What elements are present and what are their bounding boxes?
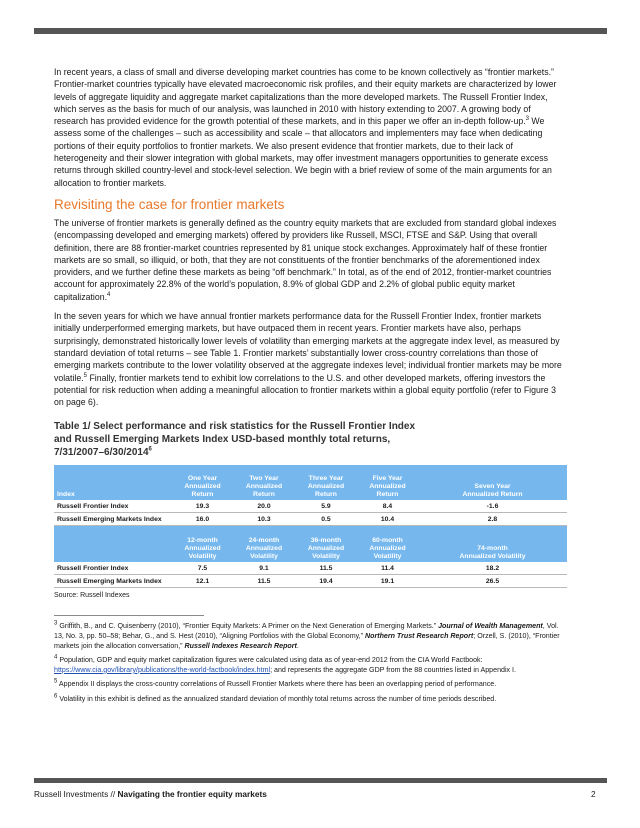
page-number: 2 <box>591 789 596 799</box>
header-two-year: Two Year Annualized Return <box>233 465 295 500</box>
intro-paragraph: In recent years, a class of small and diverse developing market countries has come to be known collectively as “frontier markets.” Frontier-market countries typically have elevated macroeconomic risk profiles, and their equity markets are characterized by lower levels of aggregate liquidity and aggregate market capitalizations than the more developed markets. The Russell Frontier Index, which serves as the basis for much of our analysis, was launched in 2010 with history extending to 2007. A growing body of research has provided evidence for the growth potential of these markets, and in this paper we offer an in-depth follow-up.$^3$ We assess some of the challenges – such as accessibility and scale – that allocators and implementers may face when dedicating portions of their equity portfolios to frontier markets. We also present evidence that frontier markets, due to their lack of heterogeneity and their slower integration with global markets, may offer investment managers opportunities to generate excess returns through skilled country-level and stock-level selection. We begin with a brief review of some of the main arguments for an allocation to frontier markets. <box>54 67 557 188</box>
header-one-year: One Year Annualized Return <box>172 465 233 500</box>
header-24-month: 24-month Annualized Volatility <box>233 526 295 563</box>
footnote-ref-5[interactable]: 5 <box>83 372 88 379</box>
header-60-month: 60-month Annualized Volatility <box>357 526 418 563</box>
table-row: Russell Frontier Index 7.5 9.1 11.5 11.4 18.2 <box>54 562 567 575</box>
header-36-month: 36-month Annualized Volatility <box>295 526 357 563</box>
footnote-ref-3[interactable]: 3 <box>525 116 529 123</box>
header-three-year: Three Year Annualized Return <box>295 465 357 500</box>
performance-paragraph: In the seven years for which we have annual frontier markets performance data for the Russell Frontier Index, frontier markets initially underperformed emerging markets, but have outpaced them in recent years. Frontier markets have also, perhaps surprisingly, demonstrated historically lower levels of volatility than emerging markets at the aggregate index level, as measured by standard deviation of total returns – see Table 1. Frontier markets’ substantially lower cross-country correlations than those of emerging markets contribute to the lower volatility observed at the aggregate indexes level; individual frontier markets may be more volatile.$^5$ Finally, frontier markets tend to exhibit low correlations to the U.S. and other developed markets, offering investors the potential for risk reduction when adding a meaningful allocation to frontier markets within a global equity portfolio (refer to Figure 3 on page 6). <box>54 311 562 408</box>
volatility-header-row <box>54 526 567 563</box>
footnote-ref-6[interactable]: 6 <box>148 447 152 454</box>
stats-table <box>54 465 567 588</box>
footer-title: Russell Investments // Navigating the frontier equity markets <box>34 789 267 799</box>
table-title: Table 1/ Select performance and risk statistics for the Russell Frontier Index and Russell Emerging Markets Index USD-based monthly total returns, 7/31/2007–6/30/2014$^6$ <box>54 421 416 459</box>
header-seven-year: Seven Year Annualized Return <box>418 465 567 500</box>
footnote-ref-4[interactable]: 4 <box>107 291 111 298</box>
footnote-3: $^3$ Griffith, B., and C. Quisenberry (2010), “Frontier Equity Markets: A Primer on the Next Generation of Emerging Markets.” Journal of Wealth Management, Vol. 13, No. 3, pp. 50–58; Behar, G., and S. Hest (2010), “Aligning Portfolios with the Global Economy,” Northern Trust Research Report; Orzell, S. (2010), “Frontier markets join the allocation conversation,” Russell Indexes Research Report. <box>54 621 560 650</box>
footnote-5: $^5$ Appendix II displays the cross-country correlations of Russell Frontier Markets where there has been an overlapping period of performance. <box>54 679 497 689</box>
universe-paragraph: The universe of frontier markets is generally defined as the country equity markets that are excluded from standard global indexes (encompassing developed and emerging markets) offered by providers like Russell, MSCI, FTSE and S&P. Using that overall definition, there are 88 frontier-market countries represented by 81 unique stock exchanges. Approximately half of these frontier markets are so small, so illiquid, or both, that they are not constituents of the frontier benchmarks of the aforementioned index providers, and we further define these markets as being “off benchmark.” In total, as of the end of 2012, frontier-market countries account for approximately 22.8% of the world’s population, 8.9% of global GDP and 2.2% of global public equity market capitalization.$^4$ <box>54 217 557 302</box>
table-source: Source: Russell Indexes <box>54 592 130 600</box>
section-heading: Revisiting the case for frontier markets <box>54 196 285 212</box>
footnote-4: $^4$ Population, GDP and equity market capitalization figures were calculated using data as of year-end 2012 from the CIA World Factbook: https://www.cia.gov/library/publications/the-world-factbook/index.html; and represents the aggregate GDP from the 88 countries listed in Appendix I. <box>54 654 516 674</box>
header-five-year: Five Year Annualized Return <box>357 465 418 500</box>
index-header: Index <box>54 465 172 500</box>
header-12-month: 12-month Annualized Volatility <box>172 526 233 563</box>
table-row: Russell Frontier Index 19.3 20.0 5.9 8.4 -1.6 <box>54 500 567 513</box>
table-row: Russell Emerging Markets Index 16.0 10.3 0.5 10.4 2.8 <box>54 513 567 526</box>
table-row: Russell Emerging Markets Index 12.1 11.5 19.4 19.1 26.5 <box>54 575 567 588</box>
page-content <box>54 66 566 710</box>
returns-header-row <box>54 465 567 500</box>
footnote-divider <box>54 615 204 616</box>
footnote-6: $^6$ Volatility in this exhibit is defined as the annualized standard deviation of monthly total returns across the number of time periods described. <box>54 693 497 703</box>
bottom-rule <box>34 778 607 783</box>
header-74-month: 74-month Annualized Volatility <box>418 526 567 563</box>
top-rule <box>34 28 607 34</box>
cia-factbook-link[interactable]: https://www.cia.gov/library/publications/the-world-factbook/index.html <box>54 665 271 674</box>
